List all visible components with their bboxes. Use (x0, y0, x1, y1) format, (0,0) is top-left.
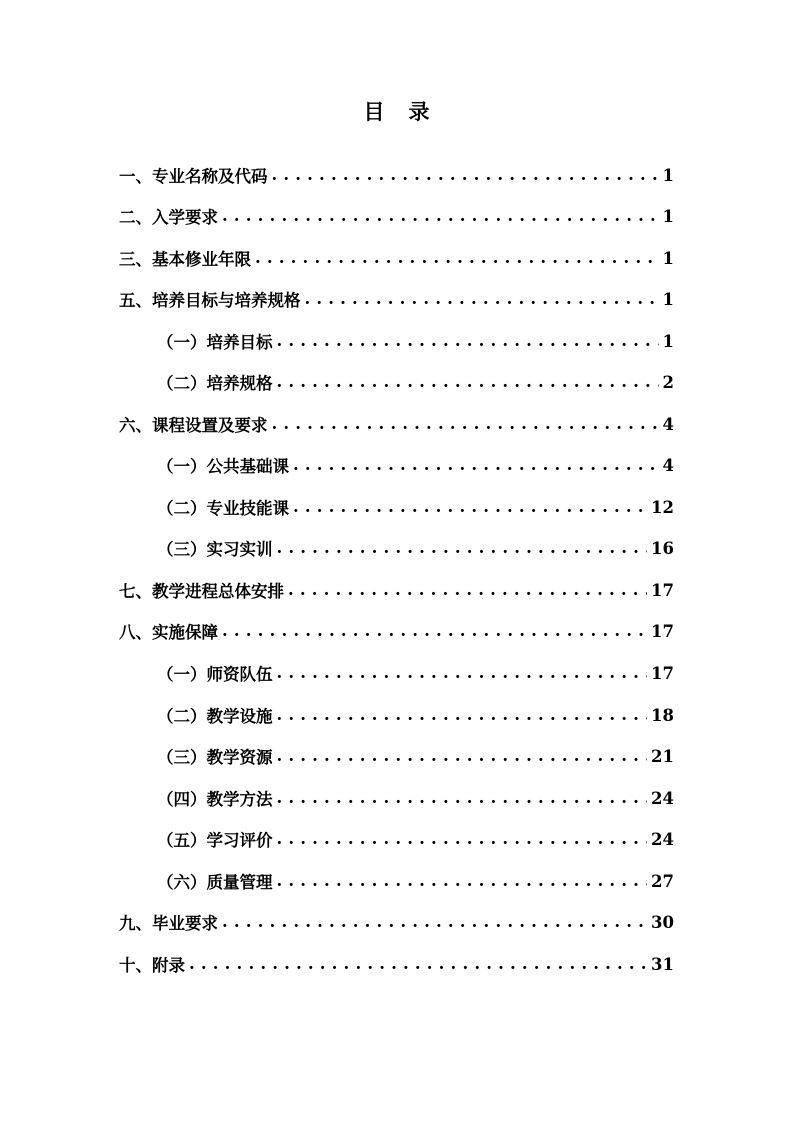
toc-entry[interactable] (119, 618, 674, 644)
toc-entry-label: 五、培养目标与培养规格 (119, 291, 301, 310)
page-title-part-2: 录 (408, 99, 430, 124)
toc-entry-page-number: 16 (651, 538, 674, 558)
toc-entry-label: （五）学习评价 (157, 831, 273, 850)
toc-dot-leader (222, 909, 647, 935)
toc-entry-label: 三、基本修业年限 (119, 250, 251, 269)
toc-entry-label: （二）培养规格 (157, 374, 273, 393)
toc-entry[interactable] (157, 743, 674, 769)
toc-entry-page-number: 30 (651, 912, 674, 932)
toc-entry-label: 二、入学要求 (119, 208, 218, 227)
toc-entry-label: （三）教学资源 (157, 748, 273, 767)
toc-entry-label: 一、专业名称及代码 (119, 167, 268, 186)
toc-entry-label: 七、教学进程总体安排 (119, 582, 284, 601)
toc-entry-label: （四）教学方法 (157, 790, 273, 809)
toc-entry-label: （六）质量管理 (157, 873, 273, 892)
toc-entry[interactable] (119, 951, 674, 977)
page-title-part-1: 目 (363, 99, 385, 124)
toc-dot-leader (277, 369, 659, 395)
toc-dot-leader (293, 452, 659, 478)
toc-dot-leader (277, 826, 648, 852)
toc-dot-leader (277, 660, 648, 686)
toc-entry-page-number: 17 (651, 663, 674, 683)
toc-dot-leader (272, 162, 659, 188)
toc-entry-page-number: 24 (651, 788, 674, 808)
toc-entry[interactable] (157, 826, 674, 852)
toc-entry-page-number: 1 (662, 289, 674, 309)
toc-dot-leader (189, 951, 647, 977)
toc-entry[interactable] (119, 245, 674, 271)
toc-entry-label: （二）专业技能课 (157, 499, 289, 518)
toc-entry-label: （三）实习实训 (157, 540, 273, 559)
toc-entry-page-number: 12 (651, 497, 674, 517)
toc-entry[interactable] (157, 868, 674, 894)
toc-entry[interactable] (157, 494, 674, 520)
toc-dot-leader (222, 203, 659, 229)
toc-entry[interactable] (157, 535, 674, 561)
toc-entry-page-number: 18 (651, 705, 674, 725)
toc-entry-label: （一）培养目标 (157, 333, 273, 352)
toc-entry-page-number: 4 (662, 455, 674, 475)
toc-entry-label: 六、课程设置及要求 (119, 416, 268, 435)
toc-entry-label: （二）教学设施 (157, 707, 273, 726)
toc-entry-page-number: 27 (651, 871, 674, 891)
toc-dot-leader (222, 618, 647, 644)
toc-entry[interactable] (157, 785, 674, 811)
toc-entry-page-number: 21 (651, 746, 674, 766)
toc-dot-leader (277, 702, 648, 728)
toc-entry-page-number: 31 (651, 954, 674, 974)
toc-entry-page-number: 2 (662, 372, 674, 392)
toc-entry[interactable] (119, 286, 674, 312)
toc-entry[interactable] (157, 702, 674, 728)
toc-entry-page-number: 17 (651, 621, 674, 641)
toc-entry[interactable] (157, 660, 674, 686)
toc-entry-label: 十、附录 (119, 956, 185, 975)
toc-dot-leader (305, 286, 659, 312)
toc-entry[interactable] (119, 577, 674, 603)
toc-dot-leader (255, 245, 659, 271)
toc-entry-page-number: 1 (662, 165, 674, 185)
toc-entry[interactable] (119, 411, 674, 437)
toc-entry[interactable] (157, 369, 674, 395)
toc-entry-page-number: 1 (662, 248, 674, 268)
toc-entry-page-number: 1 (662, 206, 674, 226)
toc-entry-page-number: 4 (662, 414, 674, 434)
toc-entry[interactable] (157, 328, 674, 354)
toc-entry[interactable] (119, 162, 674, 188)
toc-dot-leader (277, 535, 648, 561)
toc-entry-label: 九、毕业要求 (119, 914, 218, 933)
toc-dot-leader (288, 577, 647, 603)
toc-dot-leader (277, 743, 648, 769)
toc-entry-page-number: 1 (662, 331, 674, 351)
toc-dot-leader (277, 328, 659, 354)
toc-entry-label: （一）公共基础课 (157, 457, 289, 476)
toc-dot-leader (272, 411, 659, 437)
toc-entry-page-number: 24 (651, 829, 674, 849)
toc-dot-leader (277, 785, 648, 811)
toc-dot-leader (277, 868, 648, 894)
toc-entry[interactable] (119, 203, 674, 229)
toc-entry[interactable] (119, 909, 674, 935)
toc-entry-label: 八、实施保障 (119, 623, 218, 642)
toc-entry-label: （一）师资队伍 (157, 665, 273, 684)
toc-entry-page-number: 17 (651, 580, 674, 600)
toc-dot-leader (293, 494, 647, 520)
toc-entry[interactable] (157, 452, 674, 478)
